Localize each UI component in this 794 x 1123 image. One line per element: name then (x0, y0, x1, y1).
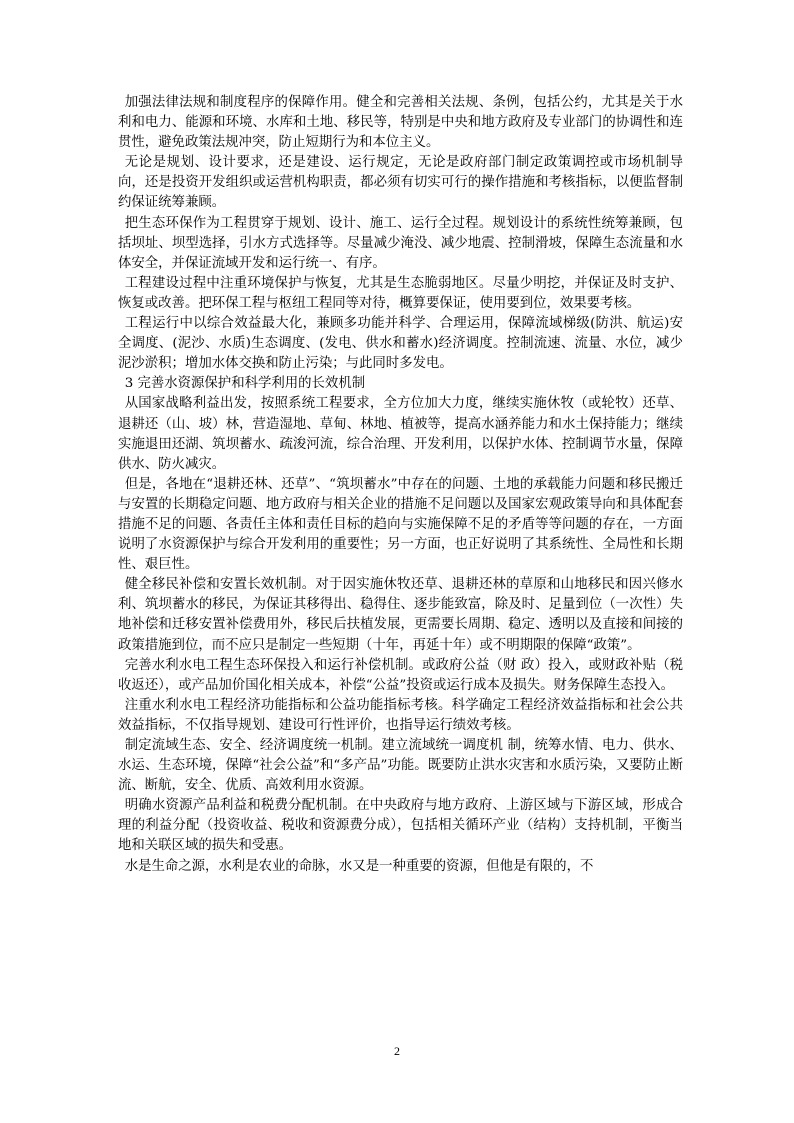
paragraph-benefit-distribution: 明确水资源产品利益和税费分配机制。在中央政府与地方政府、上游区域与下游区域，形成合理的利益分配（投资收益、税收和资源费分成），包括相关循环产业（结构）支持机制，平衡当地和关联区域的损失和受惠。 (118, 798, 683, 854)
paragraph-legal-guarantee: 加强法律法规和制度程序的保障作用。健全和完善相关法规、条例，包括公约，尤其是关于水利和电力、能源和环境、水库和土地、移民等，特别是中央和地方政府及专业部门的协调性和连贯性，避免政策法规冲突，防止短期行为和本位主义。 (118, 95, 683, 151)
paragraph-eco-compensation: 完善水利水电工程生态环保投入和运行补偿机制。或政府公益（财 政）投入，或财政补贴（税收返还），或产品加价国化相关成本，补偿“公益”投资或运行成本及损失。财务保障生态投入。 (118, 657, 683, 693)
paragraph-operational-measures: 无论是规划、设计要求，还是建设、运行规定，无论是政府部门制定政策调控或市场机制导向，还是投资开发组织或运营机构职责，都必须有切实可行的操作措施和考核指标，以便监督制约保证统筹兼顾。 (118, 155, 683, 211)
paragraph-resettlement-mechanism: 健全移民补偿和安置长效机制。对于因实施休牧还草、退耕还林的草原和山地移民和因兴修水利、筑坝蓄水的移民，为保证其移得出、稳得住、逐步能致富，除及时、足量到位（一次性）失地补偿和迁移安置补偿费用外，移民后扶植发展，更需要长周期、稳定、透明以及直接和间接的政策措施到位，而不应只是制定一些短期（十年，再延十年）或不明期限的保障“政策”。 (118, 577, 683, 653)
paragraph-basin-dispatch: 制定流域生态、安全、经济调度统一机制。建立流域统一调度机 制，统筹水情、电力、供水、水运、生态环境，保障“社会公益”和“多产品”功能。既要防止洪水灾害和水质污染，又要防止断流、断航，安全、优质、高效利用水资源。 (118, 738, 683, 794)
paragraph-eco-planning: 把生态环保作为工程贯穿于规划、设计、施工、运行全过程。规划设计的系统性统筹兼顾，包括坝址、坝型选择，引水方式选择等。尽量减少淹没、减少地震、控制滑坡，保障生态流量和水体安全，并保证流域开发和运行统一、有序。 (118, 215, 683, 271)
page-number: 2 (394, 1044, 400, 1058)
paragraph-national-strategy: 从国家战略利益出发，按照系统工程要求，全方位加大力度，继续实施休牧（或轮牧）还草、退耕还（山、坡）林，营造湿地、草甸、林地、植被等，提高水涵养能力和水土保持能力；继续实施退田还湖、筑坝蓄水、疏浚河流，综合治理、开发利用，以保护水体、控制调节水量，保障供水、防火减灾。 (118, 396, 683, 472)
paragraph-indicator-assessment: 注重水利水电工程经济功能指标和公益功能指标考核。科学确定工程经济效益指标和社会公共效益指标，不仅指导规划、建设可行性评价，也指导运行绩效考核。 (118, 697, 683, 733)
paragraph-water-source: 水是生命之源，水利是农业的命脉，水又是一种重要的资源，但他是有限的，不 (124, 858, 594, 874)
paragraph-existing-problems: 但是，各地在“退耕还林、还草”、“筑坝蓄水”中存在的问题、土地的承载能力问题和移民搬迁与安置的长期稳定问题、地方政府与相关企业的措施不足问题以及国家宏观政策导向和具体配套措施不足的问题、各责任主体和责任目标的趋向与实施保障不足的矛盾等等问题的存在，一方面说明了水资源保护与综合开发利用的重要性；另一方面，也正好说明了其系统性、全局性和长期性、艰巨性。 (118, 476, 683, 573)
paragraph-construction-protection: 工程建设过程中注重环境保护与恢复，尤其是生态脆弱地区。尽量少明挖，并保证及时支护、恢复或改善。把环保工程与枢纽工程同等对待，概算要保证，使用要到位，效果要考核。 (118, 275, 683, 311)
section-heading: 3 完善水资源保护和科学利用的长效机制 (124, 376, 366, 392)
paragraph-operation-dispatch: 工程运行中以综合效益最大化，兼顾多功能并科学、合理运用，保障流域梯级(防洪、航运)安全调度、(泥沙、水质)生态调度、(发电、供水和蓄水)经济调度。控制流速、流量、水位，减少泥沙淤积；增加水体交换和防止污染；与此同时多发电。 (118, 316, 683, 372)
document-body (118, 93, 683, 877)
